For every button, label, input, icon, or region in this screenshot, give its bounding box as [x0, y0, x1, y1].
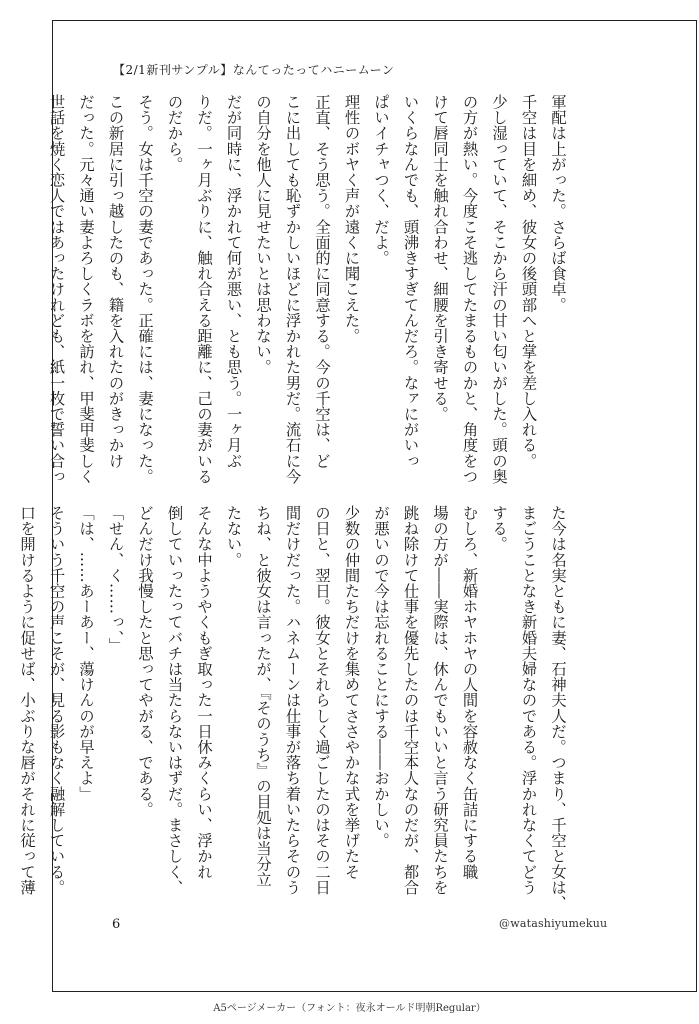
text-line: だが同時に、浮かれて何が悪い、とも思う。一ヶ月ぶ [224, 94, 243, 469]
text-line: 「せん、く……っ、」 [106, 505, 125, 654]
text-line: する。 [490, 505, 508, 552]
page-number: 6 [112, 917, 121, 932]
text-line: そう。女は千空の妻であった。正確には、妻になった。 [136, 94, 154, 484]
text-line: まごうことなき新婚夫婦なのである。浮かれなくてどう [519, 505, 538, 895]
text-line: の方が熱い。今度こそ逃してたまるものかと、角度をつ [460, 94, 479, 484]
footer-caption: A5ページメーカー（フォント：夜永オールド明朝Regular） [213, 1003, 486, 1014]
text-line: ちね、と彼女は言ったが、『そのうち』の目処は当分立 [254, 505, 272, 888]
running-title: 【2/1新刊サンプル】なんてったってハニームーン [113, 63, 395, 77]
text-line: の日と、翌日。彼女とそれらしく過ごしたのはその二日 [313, 505, 331, 895]
text-line: 千空は目を細め、彼女の後頭部へと掌を差し入れる。 [519, 94, 538, 469]
text-line: だった。元々通い妻よろしくラボを訪れ、甲斐甲斐しく [77, 94, 95, 484]
text-line: 間だけだった。ハネムーンは仕事が落ち着いたらそのう [283, 505, 302, 895]
text-line: のだから。 [165, 94, 184, 172]
text-line: 少数の仲間たちだけを集めてささやかな式を挙げたそ [342, 505, 361, 880]
text-line: この新居に引っ越したのも、籍を入れたのがきっかけ [106, 94, 125, 469]
text-line: そういう千空の声こそが、見る影もなく融解している。 [47, 505, 66, 895]
text-line: 世話を焼く恋人ではあったけれども、紙一枚で誓い合っ [47, 94, 66, 484]
lower-text-block [18, 505, 572, 911]
text-line: の自分を他人に見せたいとは思わない。 [254, 94, 272, 375]
text-line: 「は、……あーあー、蕩けんのが早えよ」 [77, 505, 95, 802]
text-line: 口を開けるように促せば、小ぶりな唇がそれに従って薄 [18, 505, 36, 895]
text-line: 理性のボヤく声が遠くに聞こえた。 [342, 94, 361, 344]
text-line: むしろ、新婚ホヤホヤの人間を容赦なく缶詰にする職 [460, 505, 479, 880]
text-line: た今は名実ともに妻、石神夫人だ。つまり、千空と女は、 [549, 505, 567, 911]
text-line: 跳ね除けて仕事を優先したのは千空本人なのだが、都合 [401, 505, 420, 895]
text-line: 少し湿っていて、そこから汗の甘い匂いがした。頭の奥 [490, 94, 508, 484]
text-line: たない。 [224, 505, 243, 568]
text-line: 軍配は上がった。さらば食卓。 [549, 94, 567, 313]
text-line: ぱいイチャつく、だよ。 [372, 94, 390, 266]
author-credit: @watashiyumekuu [499, 917, 608, 930]
text-line: りだ。一ヶ月ぶりに、触れ合える距離に、己の妻がいる [195, 94, 213, 484]
text-line: けて唇同士を触れ合わせ、細腰を引き寄せる。 [431, 94, 449, 422]
text-line: そんな中ようやくもぎ取った一日休みくらい、浮かれ [195, 505, 213, 880]
text-line: 正直、そう思う。全面的に同意する。今の千空は、ど [313, 94, 331, 469]
text-line: 場の方が――実際は、休んでもいいと言う研究員たちを [431, 505, 449, 895]
text-line: こに出しても恥ずかしいほどに浮かれた男だ。流石に今 [283, 94, 302, 484]
text-line: 倒していったってバチは当たらないはずだ。まさしく、 [165, 505, 184, 895]
upper-text-block [47, 94, 572, 484]
text-line: どんだけ我慢したと思ってやがる、である。 [136, 505, 154, 817]
text-line: が悪いので今は忘れることにする――おかしい。 [372, 505, 390, 849]
text-line: いくらなんでも、頭沸きすぎてんだろ。なァにがいっ [401, 94, 420, 469]
